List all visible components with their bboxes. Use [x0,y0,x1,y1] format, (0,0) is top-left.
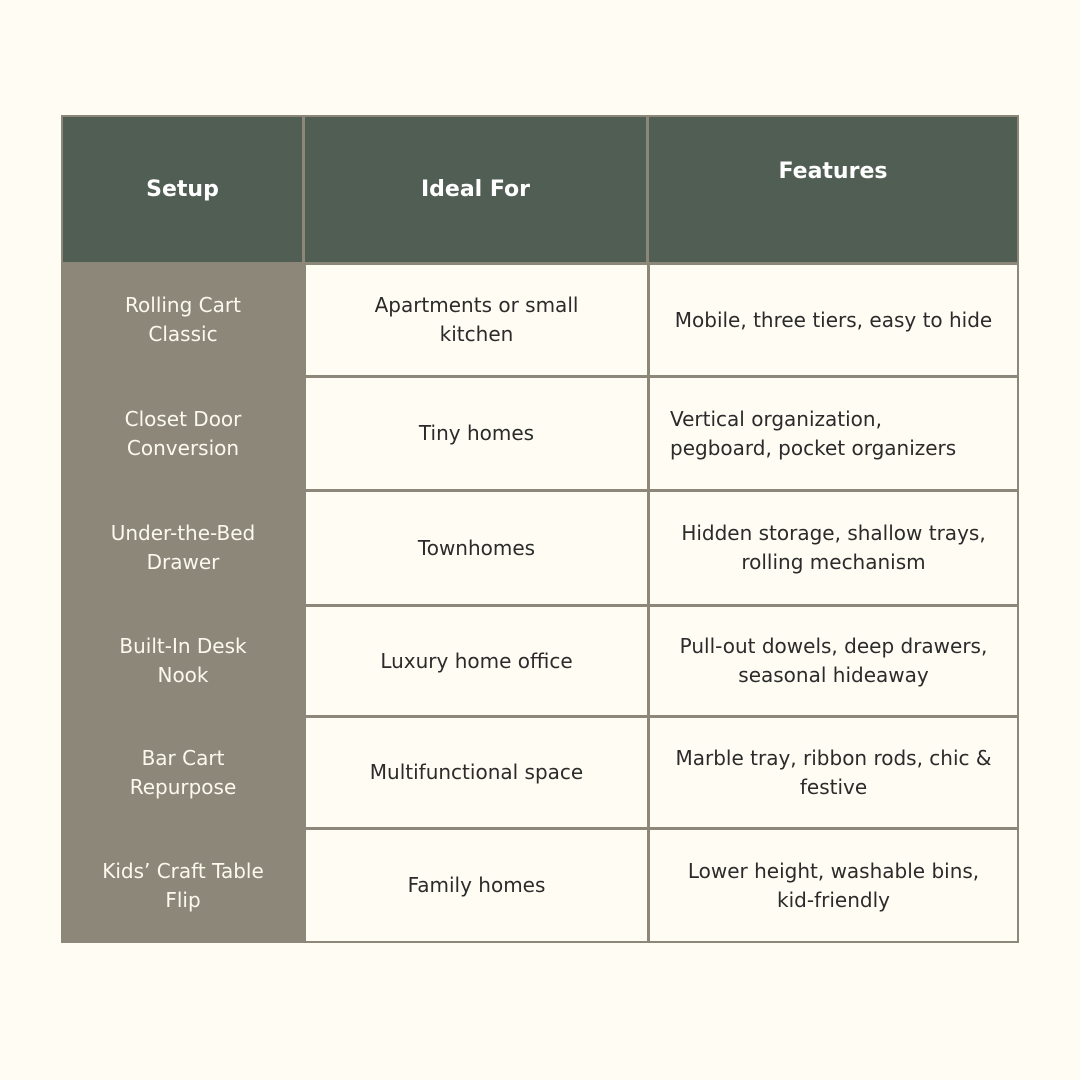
setup-cell: Closet Door Conversion [63,378,303,489]
features-cell: Marble tray, ribbon rods, chic & festive [650,718,1017,827]
setup-cell: Bar Cart Repurpose [63,718,303,827]
table-row [63,607,1017,715]
features-cell: Vertical organization, pegboard, pocket organizers [650,378,1017,489]
ideal-for-cell: Family homes [306,830,647,941]
header-setup: Setup [63,117,302,262]
setup-cell: Under-the-Bed Drawer [63,492,303,604]
comparison-table [61,115,1019,943]
table-row [63,718,1017,827]
features-cell: Mobile, three tiers, easy to hide [650,265,1017,375]
ideal-for-cell: Multifunctional space [306,718,647,827]
ideal-for-cell: Townhomes [306,492,647,604]
table-row [63,492,1017,604]
features-cell: Hidden storage, shallow trays, rolling mechanism [650,492,1017,604]
table-row [63,378,1017,489]
setup-cell: Rolling Cart Classic [63,265,303,375]
header-features: Features [649,117,1017,262]
table-row [63,265,1017,375]
setup-cell: Built-In Desk Nook [63,607,303,715]
features-cell: Lower height, washable bins, kid-friendly [650,830,1017,941]
ideal-for-cell: Apartments or small kitchen [306,265,647,375]
table-header-row [63,117,1017,262]
features-cell: Pull-out dowels, deep drawers, seasonal hideaway [650,607,1017,715]
ideal-for-cell: Tiny homes [306,378,647,489]
table-row [63,830,1017,941]
setup-cell: Kids’ Craft Table Flip [63,830,303,941]
header-ideal-for: Ideal For [305,117,646,262]
ideal-for-cell: Luxury home office [306,607,647,715]
